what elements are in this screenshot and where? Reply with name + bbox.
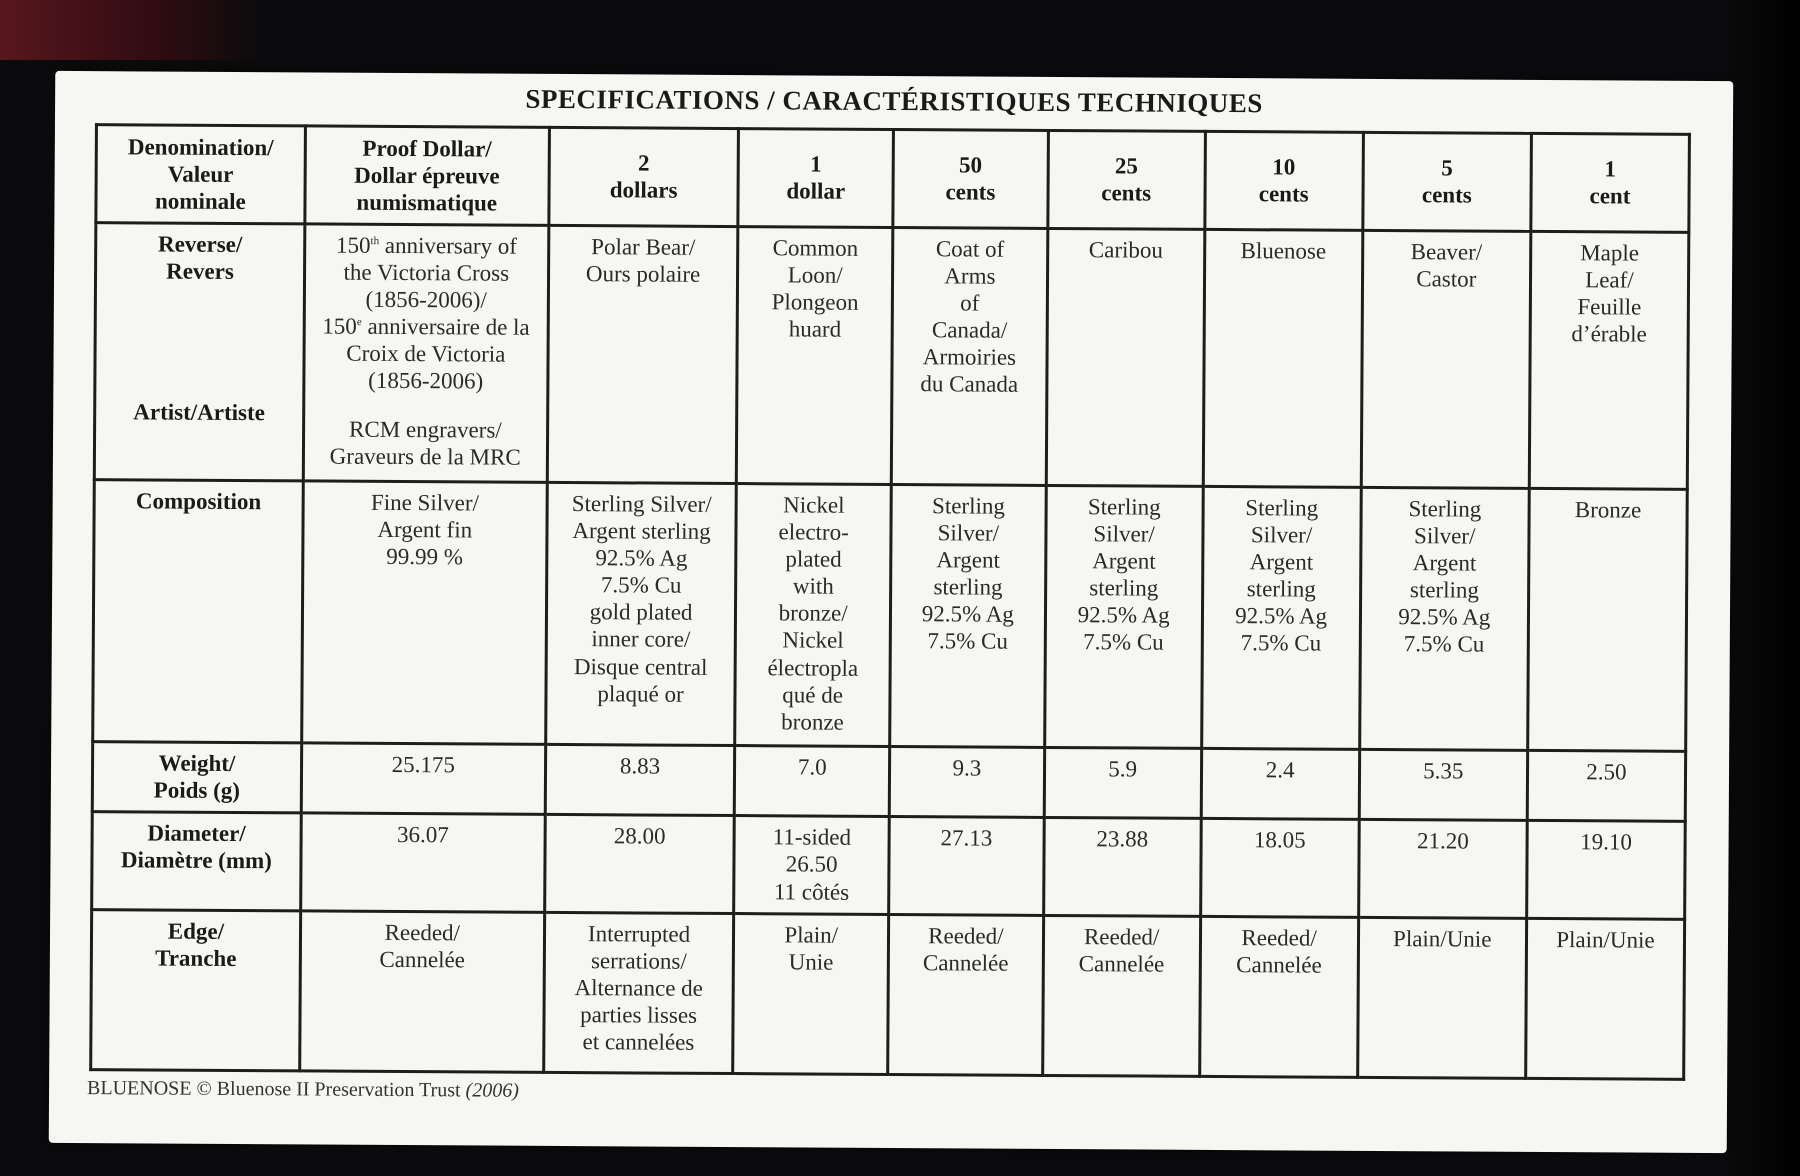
- footer-year: (2006): [465, 1079, 519, 1102]
- composition-50-cents: Sterling Silver/ Argent sterling 92.5% Ag 7.5% Cu: [890, 484, 1046, 747]
- diameter-2-dollars: 28.00: [544, 815, 734, 914]
- weight-row: [92, 742, 1685, 822]
- reverse-1-cent: Maple Leaf/ Feuille d’érable: [1529, 231, 1689, 489]
- diameter-label: Diameter/ Diamètre (mm): [92, 812, 301, 911]
- reverse-proof-line-6: (1856-2006): [368, 368, 484, 394]
- weight-proof-dollar: 25.175: [301, 743, 545, 815]
- denomination-10-cents: 10 cents: [1204, 131, 1363, 230]
- diameter-1-cent: 19.10: [1527, 821, 1686, 920]
- specifications-table: [89, 123, 1691, 1081]
- reverse-1-dollar: Common Loon/ Plongeon huard: [737, 226, 893, 484]
- denomination-5-cents: 5 cents: [1362, 132, 1531, 231]
- reverse-label: Reverse/ Revers: [157, 231, 243, 284]
- reverse-25-cents: Caribou: [1046, 228, 1204, 486]
- composition-2-dollars: Sterling Silver/ Argent sterling 92.5% Ag 7.5% Cu gold plated inner core/ Disque central plaqué or: [545, 482, 736, 746]
- weight-10-cents: 2.4: [1201, 749, 1359, 820]
- weight-5-cents: 5.35: [1359, 750, 1528, 821]
- denomination-25-cents: 25 cents: [1048, 130, 1206, 229]
- reverse-proof-line-1: 150th anniversary of: [335, 232, 518, 259]
- diameter-5-cents: 21.20: [1358, 820, 1527, 919]
- weight-2-dollars: 8.83: [545, 745, 735, 816]
- diameter-row: [92, 812, 1686, 919]
- footer-text: BLUENOSE © Bluenose II Preservation Trust: [87, 1077, 466, 1102]
- reverse-50-cents: Coat of Arms of Canada/ Armoiries du Canada: [891, 227, 1047, 485]
- reverse-5-cents: Beaver/ Castor: [1361, 230, 1531, 488]
- copyright-footer: [87, 1077, 519, 1103]
- diameter-1-dollar: 11-sided 26.50 11 côtés: [734, 816, 889, 915]
- composition-1-dollar: Nickel electro- plated with bronze/ Nickel électropla qué de bronze: [735, 483, 891, 746]
- weight-50-cents: 9.3: [889, 747, 1044, 818]
- composition-label: Composition: [93, 479, 303, 743]
- composition-25-cents: Sterling Silver/ Argent sterling 92.5% Ag 7.5% Cu: [1044, 485, 1203, 748]
- weight-25-cents: 5.9: [1044, 748, 1201, 819]
- edge-50-cents: Reeded/ Cannelée: [888, 914, 1044, 1075]
- reverse-proof-line-5: Croix de Victoria: [346, 340, 506, 367]
- reverse-proof-line-2: the Victoria Cross: [343, 259, 510, 286]
- edge-10-cents: Reeded/ Cannelée: [1199, 916, 1358, 1077]
- composition-row: [93, 479, 1688, 751]
- card-title: SPECIFICATIONS / CARACTÉRISTIQUES TECHNIQUES: [525, 83, 1263, 119]
- reverse-proof-dollar: [303, 224, 548, 483]
- artist-label: Artist/Artiste: [133, 399, 265, 426]
- reverse-2-dollars: Polar Bear/ Ours polaire: [547, 225, 738, 483]
- weight-1-cent: 2.50: [1527, 751, 1686, 822]
- diameter-50-cents: 27.13: [889, 817, 1044, 916]
- denomination-label: Denomination/ Valeur nominale: [96, 125, 305, 224]
- artist-value: RCM engravers/ Graveurs de la MRC: [329, 417, 521, 471]
- diameter-10-cents: 18.05: [1200, 819, 1359, 918]
- specification-card: [49, 71, 1734, 1153]
- reverse-row: [94, 222, 1689, 489]
- denomination-1-cent: 1 cent: [1531, 133, 1690, 232]
- composition-1-cent: Bronze: [1528, 488, 1688, 751]
- edge-proof-dollar: Reeded/ Cannelée: [300, 911, 545, 1073]
- denomination-proof-dollar: Proof Dollar/ Dollar épreuve numismatique: [305, 126, 549, 225]
- background-red-accent: [0, 0, 260, 60]
- edge-1-dollar: Plain/ Unie: [733, 913, 889, 1074]
- composition-5-cents: Sterling Silver/ Argent sterling 92.5% Ag 7.5% Cu: [1359, 487, 1529, 750]
- edge-2-dollars: Interrupted serrations/ Alternance de parties lisses et cannelées: [543, 912, 734, 1073]
- diameter-25-cents: 23.88: [1043, 818, 1201, 917]
- edge-25-cents: Reeded/ Cannelée: [1042, 915, 1200, 1076]
- edge-1-cent: Plain/Unie: [1526, 918, 1685, 1079]
- denomination-50-cents: 50 cents: [893, 130, 1048, 229]
- denomination-row: [96, 125, 1690, 232]
- edge-5-cents: Plain/Unie: [1357, 917, 1526, 1078]
- edge-row: [91, 910, 1685, 1080]
- weight-1-dollar: 7.0: [735, 746, 890, 817]
- reverse-10-cents: Bluenose: [1203, 229, 1363, 487]
- denomination-1-dollar: 1 dollar: [738, 129, 893, 228]
- reverse-label-cell: [94, 222, 304, 480]
- reverse-proof-line-4: 150e anniversaire de la: [322, 313, 530, 340]
- diameter-proof-dollar: 36.07: [301, 813, 545, 912]
- weight-label: Weight/ Poids (g): [92, 742, 301, 813]
- composition-proof-dollar: Fine Silver/ Argent fin 99.99 %: [302, 481, 547, 745]
- edge-label: Edge/ Tranche: [91, 910, 301, 1071]
- denomination-2-dollars: 2 dollars: [549, 127, 739, 226]
- composition-10-cents: Sterling Silver/ Argent sterling 92.5% Ag 7.5% Cu: [1201, 486, 1361, 749]
- reverse-proof-line-3: (1856-2006)/: [365, 286, 487, 313]
